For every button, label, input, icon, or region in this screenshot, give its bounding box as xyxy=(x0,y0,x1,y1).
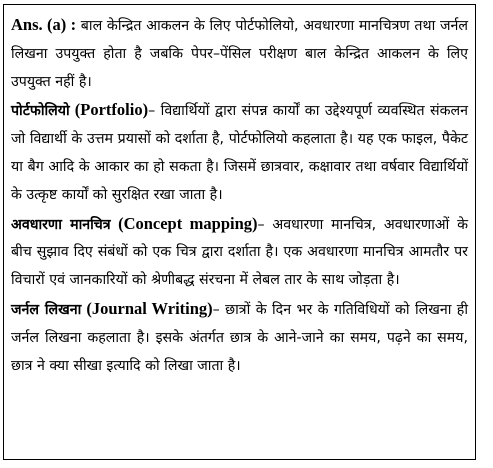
answer-box xyxy=(3,4,476,460)
answer-text: बाल केन्द्रित आकलन के लिए पोर्टफोलियो, अवधारणा मानचित्रण तथा जर्नल लिखना उपयुक्त होता है जबकि पेपर–पेंसिल परीक्षण बाल केन्द्रित आकलन के लिए उपयुक्त नहीं है। xyxy=(11,18,469,90)
portfolio-term: पोर्टफोलियो xyxy=(11,103,70,120)
journal-separator: – xyxy=(212,301,226,318)
answer-paragraph xyxy=(11,11,468,96)
concept-map-paragraph xyxy=(11,210,468,295)
portfolio-paragraph xyxy=(11,96,468,209)
answer-label: Ans. (a) : xyxy=(11,15,77,34)
concept-map-separator: – xyxy=(257,216,273,233)
journal-text: छात्रों के दिन भर के गतिविधियों को लिखना ही जर्नल लिखना कहलाता है। इसके अंतर्गत छात्र के आने-जाने का समय, पढ़ने का समय, छात्र ने क्या सीखा इत्यादि को लिखा जाता है। xyxy=(11,301,468,374)
portfolio-separator: – xyxy=(148,103,161,120)
concept-map-text: अवधारणा मानचित्र, अवधारणाओं के बीच सुझाव दिए संबंधों को एक चित्र द्वारा दर्शाता है। एक अवधारणा मानचित्र आमतौर पर विचारों एवं जानकारियों को श्रेणीबद्ध संरचना में लेबल तार के साथ जोड़ता है। xyxy=(11,216,468,289)
concept-map-term: अवधारणा मानचित्र xyxy=(11,216,111,233)
journal-term: जर्नल लिखना xyxy=(11,301,82,318)
portfolio-text: विद्यार्थियों द्वारा संपन्न कार्यों का उद्देश्यपूर्ण व्यवस्थित संकलन जो विद्यार्थी के उत्तम प्रयासों को दर्शाता है, पोर्टफोलियो कहलाता है। यह एक फाइल, पैकेट या बैग आदि के आकार का हो सकता है। जिसमें छात्रवार, कक्षावार तथा वर्षवार विद्यार्थियों के उत्कृष्ट कार्यों को सुरक्षित रखा जाता है। xyxy=(11,103,468,203)
portfolio-term-english: (Portfolio) xyxy=(69,100,149,120)
journal-paragraph xyxy=(11,295,468,380)
journal-term-english: (Journal Writing) xyxy=(81,298,213,318)
concept-map-term-english: (Concept mapping) xyxy=(110,213,258,233)
